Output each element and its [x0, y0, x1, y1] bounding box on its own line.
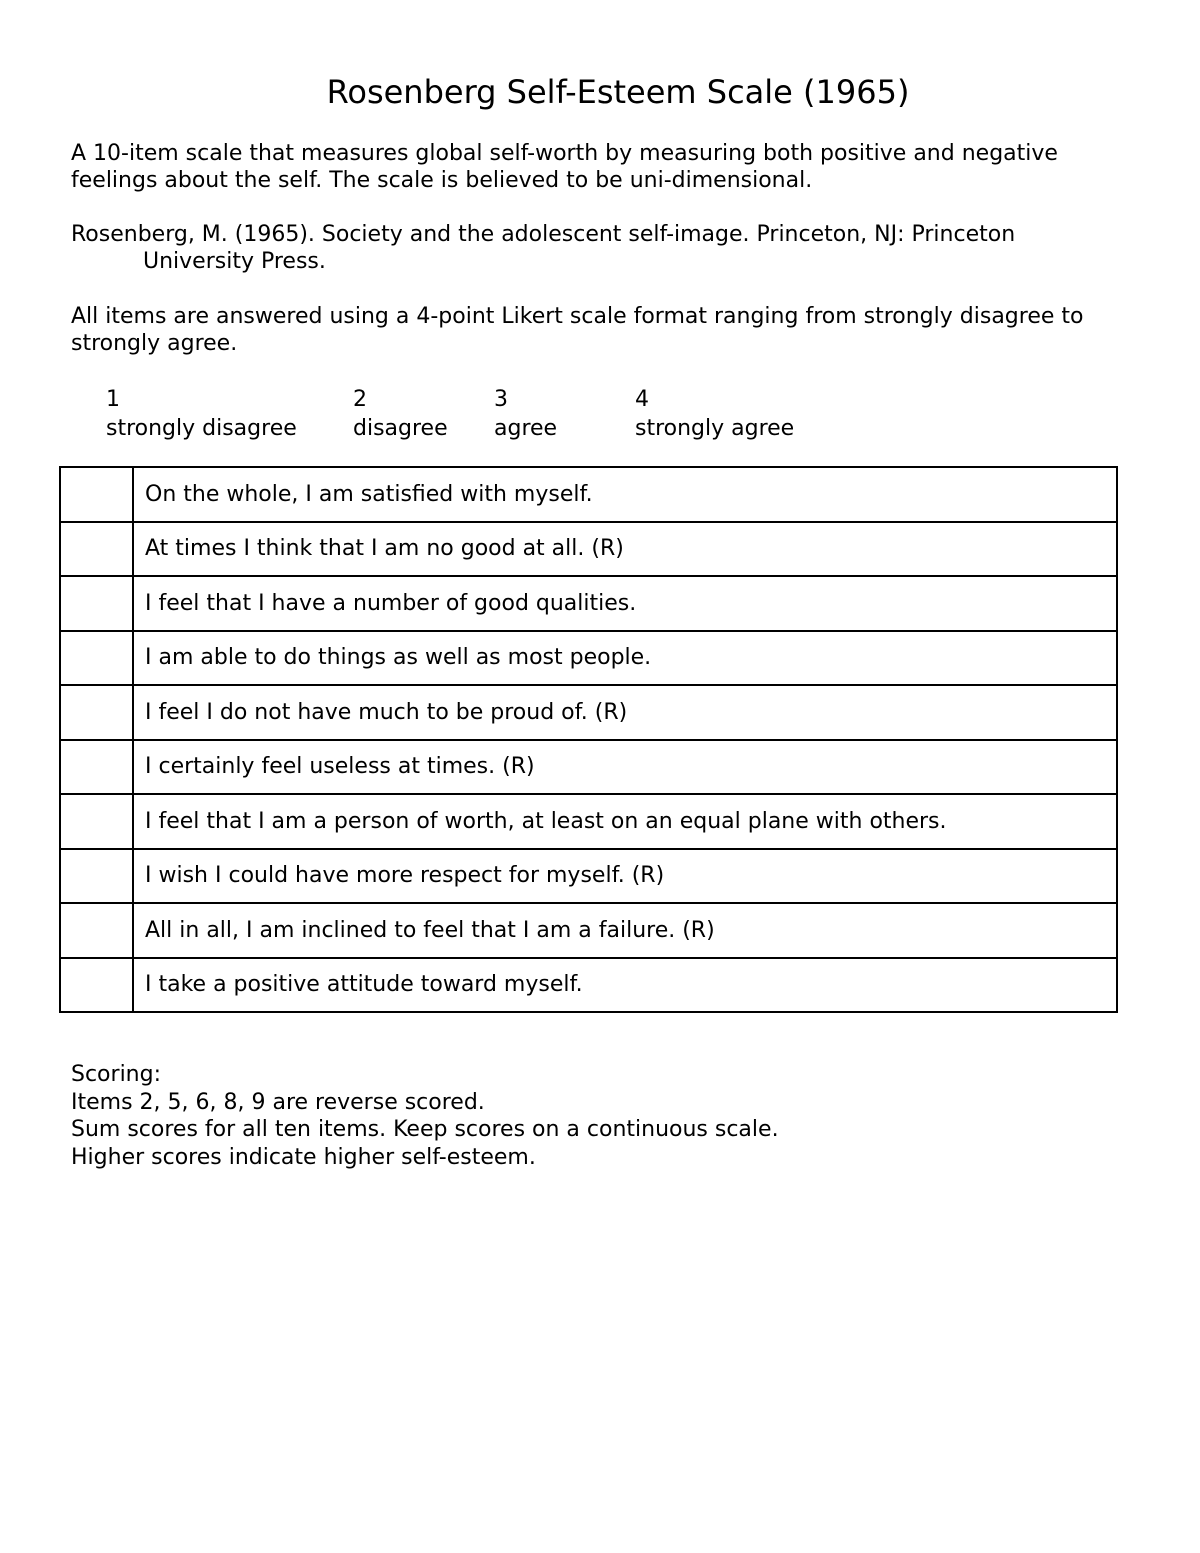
scoring-section — [71, 1061, 779, 1171]
scale-description: A 10-item scale that measures global self-worth by measuring both positive and negative feelings about the self. The scale is believed to be uni-dimensional. — [71, 141, 1058, 193]
scale-point-label: strongly agree — [635, 416, 795, 441]
response-cell[interactable] — [60, 740, 133, 795]
table-row — [60, 631, 1117, 686]
citation-line-1: Rosenberg, M. (1965). Society and the adolescent self-image. Princeton, NJ: Princeton — [71, 222, 1016, 247]
items-table — [59, 466, 1118, 1013]
table-row — [60, 576, 1117, 631]
table-row — [60, 958, 1117, 1013]
page-title: Rosenberg Self-Esteem Scale (1965) — [326, 73, 910, 111]
scale-point-label: strongly disagree — [106, 416, 297, 441]
item-text: I feel that I have a number of good qualities. — [133, 576, 1117, 631]
response-cell[interactable] — [60, 467, 133, 522]
scoring-line: Higher scores indicate higher self-esteem. — [71, 1144, 536, 1170]
table-row — [60, 849, 1117, 904]
scale-point-label: disagree — [353, 416, 448, 441]
response-cell[interactable] — [60, 631, 133, 686]
response-cell[interactable] — [60, 903, 133, 958]
table-row — [60, 467, 1117, 522]
likert-intro: All items are answered using a 4-point Likert scale format ranging from strongly disagree to strongly agree. — [71, 304, 1084, 356]
table-row — [60, 794, 1117, 849]
scale-point — [353, 385, 448, 443]
item-text: I wish I could have more respect for myself. (R) — [133, 849, 1117, 904]
scale-point — [494, 385, 557, 443]
citation — [71, 221, 1141, 275]
scale-point-label: agree — [494, 416, 558, 441]
table-row — [60, 685, 1117, 740]
table-row — [60, 522, 1117, 577]
item-text: At times I think that I am no good at all. (R) — [133, 522, 1117, 577]
response-cell[interactable] — [60, 794, 133, 849]
item-text: I certainly feel useless at times. (R) — [133, 740, 1117, 795]
citation-line-2: University Press. — [143, 249, 326, 274]
item-text: I am able to do things as well as most people. — [133, 631, 1117, 686]
response-cell[interactable] — [60, 576, 133, 631]
scoring-line: Sum scores for all ten items. Keep scores on a continuous scale. — [71, 1117, 779, 1142]
item-text: I take a positive attitude toward myself. — [133, 958, 1117, 1013]
scale-point-number: 1 — [106, 387, 120, 412]
scale-point — [635, 385, 794, 443]
scale-point — [106, 385, 297, 443]
scale-point-number: 4 — [635, 387, 649, 412]
item-text: All in all, I am inclined to feel that I am a failure. (R) — [133, 903, 1117, 958]
item-text: I feel that I am a person of worth, at least on an equal plane with others. — [133, 794, 1117, 849]
scale-point-number: 2 — [353, 387, 367, 412]
item-text: On the whole, I am satisfied with myself. — [133, 467, 1117, 522]
scale-point-number: 3 — [494, 387, 508, 412]
scoring-heading: Scoring: — [71, 1062, 161, 1087]
response-cell[interactable] — [60, 849, 133, 904]
table-row — [60, 903, 1117, 958]
scoring-line: Items 2, 5, 6, 8, 9 are reverse scored. — [71, 1089, 485, 1115]
item-text: I feel I do not have much to be proud of. (R) — [133, 685, 1117, 740]
response-cell[interactable] — [60, 522, 133, 577]
response-cell[interactable] — [60, 958, 133, 1013]
response-cell[interactable] — [60, 685, 133, 740]
table-row — [60, 740, 1117, 795]
